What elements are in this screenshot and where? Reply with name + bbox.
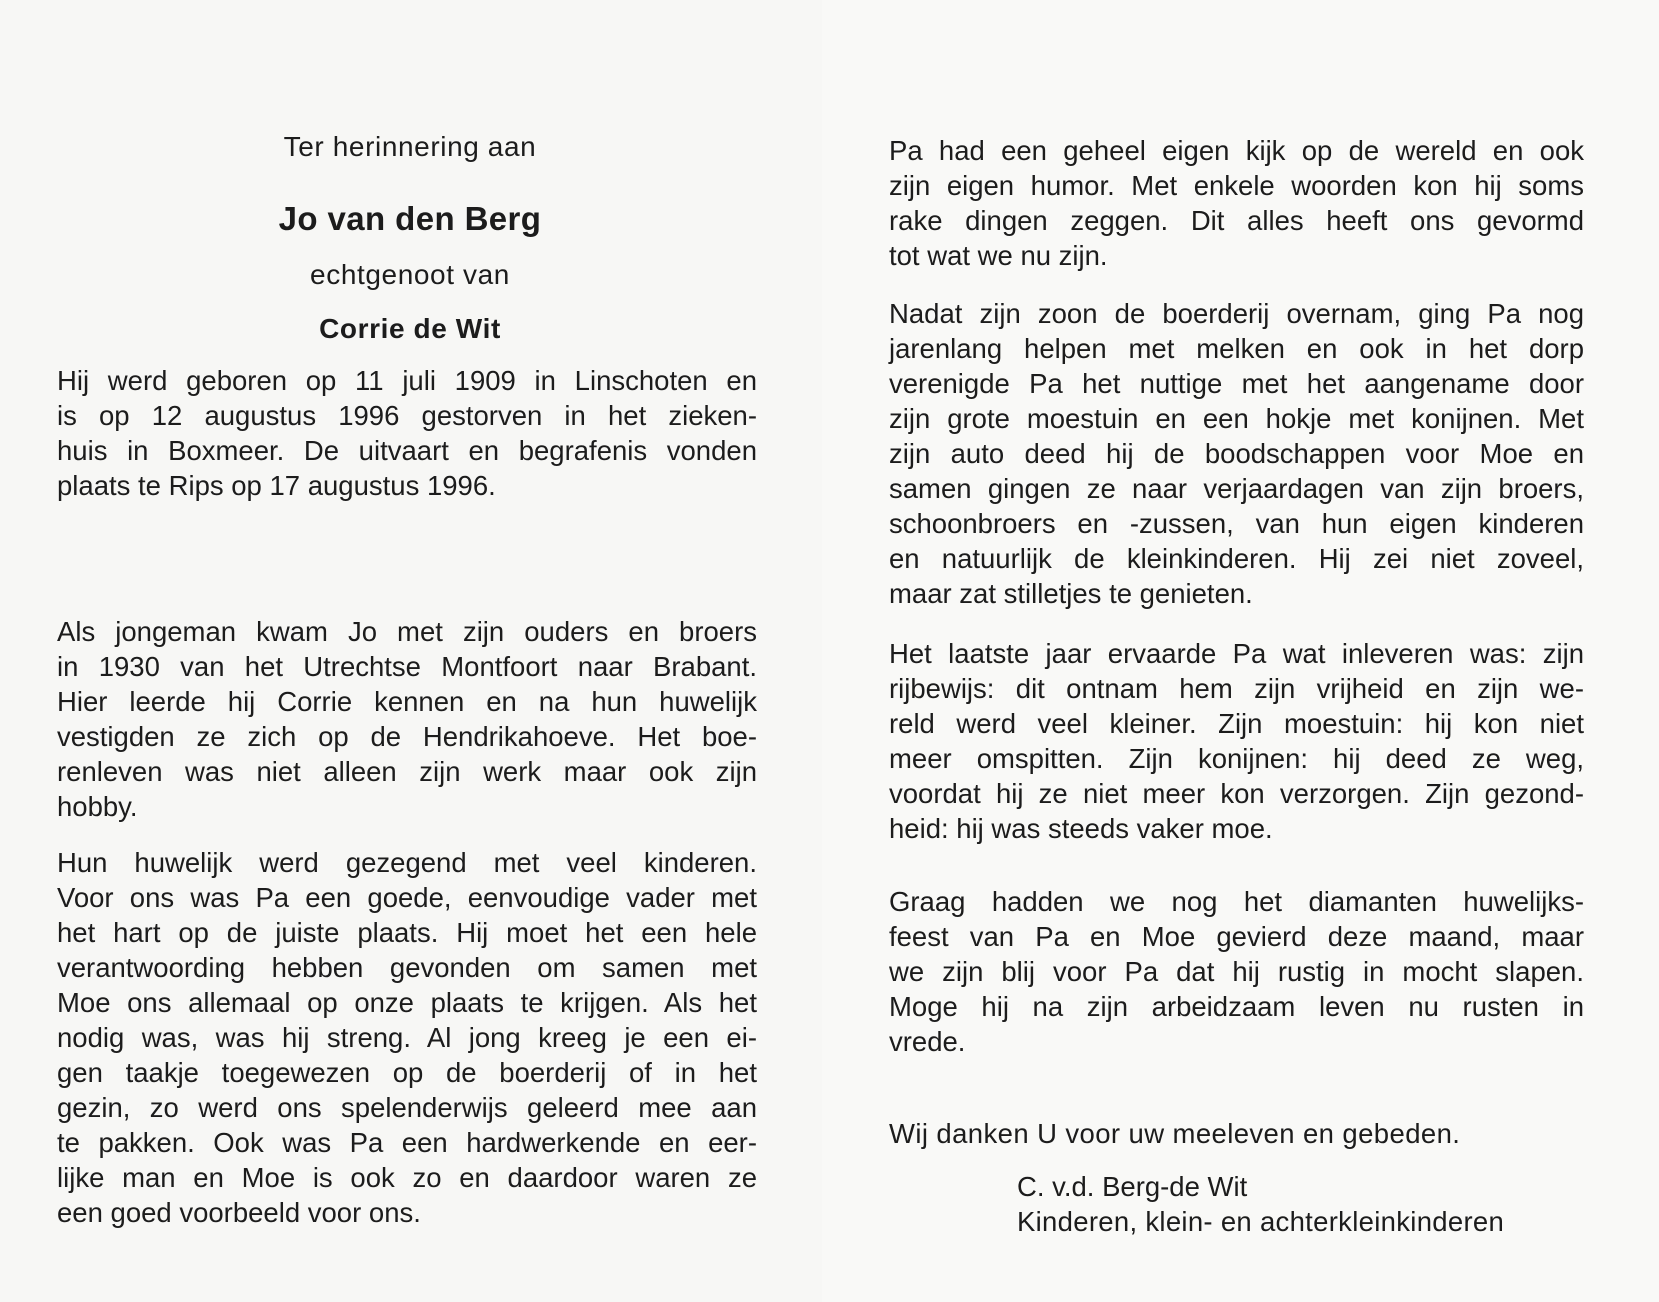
youth-paragraph xyxy=(57,614,757,824)
signature-name: C. v.d. Berg-de Wit xyxy=(1017,1171,1248,1202)
text-line: in 1930 van het Utrechtse Montfoort naar Brabant. xyxy=(57,651,757,682)
text-line: jarenlang helpen met melken en ook in het dorp xyxy=(889,333,1584,364)
text-line: zijn grote moestuin en een hokje met konijnen. Met xyxy=(889,403,1584,434)
text-line: feest van Pa en Moe gevierd deze maand, maar xyxy=(889,921,1584,952)
birth-death-paragraph xyxy=(57,363,757,503)
text-line: Hun huwelijk werd gezegend met veel kinderen. xyxy=(57,847,757,878)
text-line: rijbewijs: dit ontnam hem zijn vrijheid en zijn we- xyxy=(889,673,1584,704)
text-line: Moe ons allemaal op onze plaats te krijgen. Als het xyxy=(57,987,757,1018)
text-line: plaats te Rips op 17 augustus 1996. xyxy=(57,470,496,501)
text-line: een goed voorbeeld voor ons. xyxy=(57,1197,421,1228)
text-line: het hart op de juiste plaats. Hij moet het een hele xyxy=(57,917,757,948)
signature-family: Kinderen, klein- en achterkleinkinderen xyxy=(1017,1206,1505,1237)
text-line: meer omspitten. Zijn konijnen: hij deed ze weg, xyxy=(889,743,1584,774)
text-line: Nadat zijn zoon de boerderij overnam, ging Pa nog xyxy=(889,298,1584,329)
text-line: renleven was niet alleen zijn werk maar ook zijn xyxy=(57,756,757,787)
text-line: heid: hij was steeds vaker moe. xyxy=(889,813,1273,844)
text-line: Voor ons was Pa een goede, eenvoudige vader met xyxy=(57,882,757,913)
text-line: samen gingen ze naar verjaardagen van zijn broers, xyxy=(889,473,1584,504)
text-line: lijke man en Moe is ook zo en daardoor waren ze xyxy=(57,1162,757,1193)
text-line: is op 12 augustus 1996 gestorven in het zieken- xyxy=(57,400,757,431)
text-line: Als jongeman kwam Jo met zijn ouders en broers xyxy=(57,616,757,647)
text-line: gen taakje toegewezen op de boerderij of in het xyxy=(57,1057,757,1088)
text-line: tot wat we nu zijn. xyxy=(889,240,1108,271)
text-line: Hier leerde hij Corrie kennen en na hun huwelijk xyxy=(57,686,757,717)
text-line: gezin, zo werd ons spelenderwijs geleerd mee aan xyxy=(57,1092,757,1123)
text-line: Moge hij na zijn arbeidzaam leven nu rusten in xyxy=(889,991,1584,1022)
later-life-paragraph xyxy=(889,296,1584,611)
text-line: schoonbroers en -zussen, van hun eigen kinderen xyxy=(889,508,1584,539)
family-paragraph xyxy=(57,845,757,1230)
text-line: Pa had een geheel eigen kijk op de wereld en ook xyxy=(889,135,1584,166)
text-line: rake dingen zeggen. Dit alles heeft ons gevormd xyxy=(889,205,1584,236)
deceased-name: Jo van den Berg xyxy=(278,200,542,237)
text-line: verantwoording hebben gevonden om samen met xyxy=(57,952,757,983)
closing-paragraph xyxy=(889,884,1584,1059)
text-line: verenigde Pa het nuttige met het aangename door xyxy=(889,368,1584,399)
text-line: voordat hij ze niet meer kon verzorgen. Zijn gezond- xyxy=(889,778,1584,809)
remembrance-intro: Ter herinnering aan xyxy=(283,131,537,162)
text-line: zijn eigen humor. Met enkele woorden kon hij soms xyxy=(889,170,1584,201)
text-line: nodig was, was hij streng. Al jong kreeg je een ei- xyxy=(57,1022,757,1053)
spouse-label: echtgenoot van xyxy=(310,259,510,290)
text-line: we zijn blij voor Pa dat hij rustig in mocht slapen. xyxy=(889,956,1584,987)
character-paragraph xyxy=(889,133,1584,273)
text-line: zijn auto deed hij de boodschappen voor Moe en xyxy=(889,438,1584,469)
text-line: reld werd veel kleiner. Zijn moestuin: hij kon niet xyxy=(889,708,1584,739)
left-card-page xyxy=(0,0,822,1302)
thanks-line: Wij danken U voor uw meeleven en gebeden. xyxy=(889,1118,1461,1149)
text-line: hobby. xyxy=(57,791,138,822)
text-line: maar zat stilletjes te genieten. xyxy=(889,578,1253,609)
last-year-paragraph xyxy=(889,636,1584,846)
text-line: vrede. xyxy=(889,1026,966,1057)
spouse-name: Corrie de Wit xyxy=(319,313,501,344)
text-line: huis in Boxmeer. De uitvaart en begrafenis vonden xyxy=(57,435,757,466)
text-line: te pakken. Ook was Pa een hardwerkende en eer- xyxy=(57,1127,757,1158)
text-line: Hij werd geboren op 11 juli 1909 in Linschoten en xyxy=(57,365,757,396)
text-line: en natuurlijk de kleinkinderen. Hij zei niet zoveel, xyxy=(889,543,1584,574)
text-line: Graag hadden we nog het diamanten huwelijks- xyxy=(889,886,1584,917)
text-line: vestigden ze zich op de Hendrikahoeve. Het boe- xyxy=(57,721,757,752)
text-line: Het laatste jaar ervaarde Pa wat inleveren was: zijn xyxy=(889,638,1584,669)
